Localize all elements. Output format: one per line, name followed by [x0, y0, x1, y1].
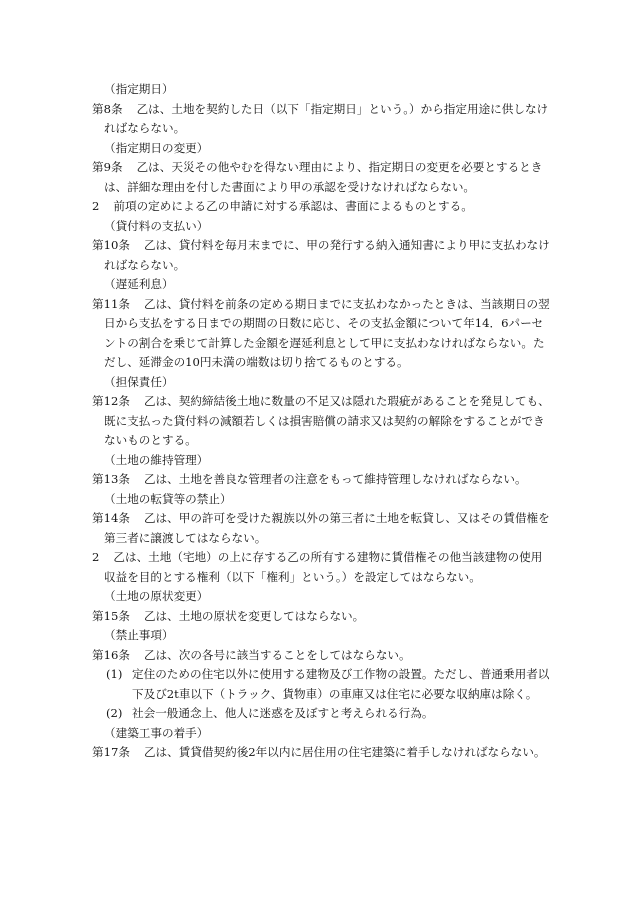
section-heading: （建築工事の着手）	[104, 725, 209, 740]
article-text: 乙は、甲の許可を受けた親族以外の第三者に土地を転貸し、又はその賃借権を第三者に譲渡してはならない。	[104, 511, 550, 545]
article-text: 乙は、次の各号に該当することをしてはならない。	[143, 647, 411, 662]
item-text: 定住のための住宅以外に使用する建物及び工作物の設置。ただし、普通乗用者以下及び2t車以下（トラック、貨物車）の車庫又は住宅に必要な収納庫は除く。	[132, 667, 550, 701]
section-heading: （遅延利息）	[104, 277, 174, 291]
article-number: 第15条	[92, 608, 130, 623]
section-heading: （禁止事項）	[104, 628, 174, 642]
section-heading: （指定期日の変更）	[104, 140, 209, 155]
article-number: 第13条	[92, 472, 130, 486]
paragraph-text: 乙は、土地（宅地）の上に存する乙の所有する建物に賃借権その他当該建物の使用収益を目的とする権利（以下「権利」という。）を設定してはならない。	[104, 550, 543, 584]
article-text: 乙は、貸付料を前条の定める期日までに支払わなかったときは、当該期日の翌日から支払をする日までの期間の日数に応じ、その支払金額について年14．6パーセントの割合を乗じて計算した金額を遅延利息として甲に支払わなければならない。ただし、延滞金の10円未満の端数は切り捨てるものとする。	[104, 296, 550, 369]
list-item	[92, 704, 552, 724]
article	[92, 607, 552, 627]
article	[92, 509, 552, 548]
article-number: 第14条	[92, 511, 130, 525]
article-number: 第9条	[92, 160, 123, 174]
article-number: 第10条	[92, 238, 130, 252]
section-heading: （指定期日）	[104, 82, 174, 96]
article-number: 第8条	[92, 101, 123, 116]
article-text: 乙は、賃貸借契約後2年以内に居住用の住宅建築に着手しなければならない。	[143, 745, 546, 759]
article	[92, 295, 552, 373]
section-heading: （土地の転貸等の禁止）	[104, 491, 232, 506]
paragraph-number: 2	[92, 550, 100, 564]
paragraph-text: 前項の定めによる乙の申請に対する承認は、書面によるものとする。	[113, 199, 473, 213]
article	[92, 158, 552, 197]
item-number: (1)	[106, 667, 123, 681]
paragraph	[92, 548, 552, 587]
article-number: 第16条	[92, 647, 130, 662]
section-heading: （土地の維持管理）	[104, 452, 209, 467]
list-item	[92, 665, 552, 704]
article	[92, 100, 552, 139]
article	[92, 470, 552, 490]
article	[92, 646, 552, 666]
article-text: 乙は、天災その他やむを得ない理由により、指定期日の変更を必要とするときは、詳細な理由を付した書面により甲の承認を受けなければならない。	[104, 160, 543, 194]
article-text: 乙は、契約締結後土地に数量の不足又は隠れた瑕疵があることを発見しても、既に支払った貸付料の減額若しくは損害賠償の請求又は契約の解除をすることができないものとする。	[104, 394, 550, 447]
article-text: 乙は、土地の原状を変更してはならない。	[143, 608, 365, 623]
article	[92, 743, 552, 763]
article	[92, 392, 552, 451]
paragraph-number: 2	[92, 199, 100, 213]
article-number: 第17条	[92, 745, 130, 759]
item-number: (2)	[106, 706, 123, 720]
section-heading: （貸付料の支払い）	[104, 218, 209, 233]
article-text: 乙は、土地を契約した日（以下「指定期日」という。）から指定用途に供しなければならない。	[104, 101, 549, 135]
item-text: 社会一般通念上、他人に迷惑を及ぼすと考えられる行為。	[132, 706, 434, 720]
article	[92, 236, 552, 275]
article-text: 乙は、土地を善良な管理者の注意をもって維持管理しなければならない。	[143, 472, 527, 486]
paragraph	[92, 197, 552, 217]
document-body	[92, 80, 552, 763]
article-number: 第11条	[92, 296, 130, 311]
article-number: 第12条	[92, 394, 130, 408]
article-text: 乙は、貸付料を毎月末までに、甲の発行する納入通知書により甲に支払わなければならない。	[104, 238, 550, 272]
section-heading: （土地の原状変更）	[104, 589, 209, 603]
section-heading: （担保責任）	[104, 374, 174, 389]
